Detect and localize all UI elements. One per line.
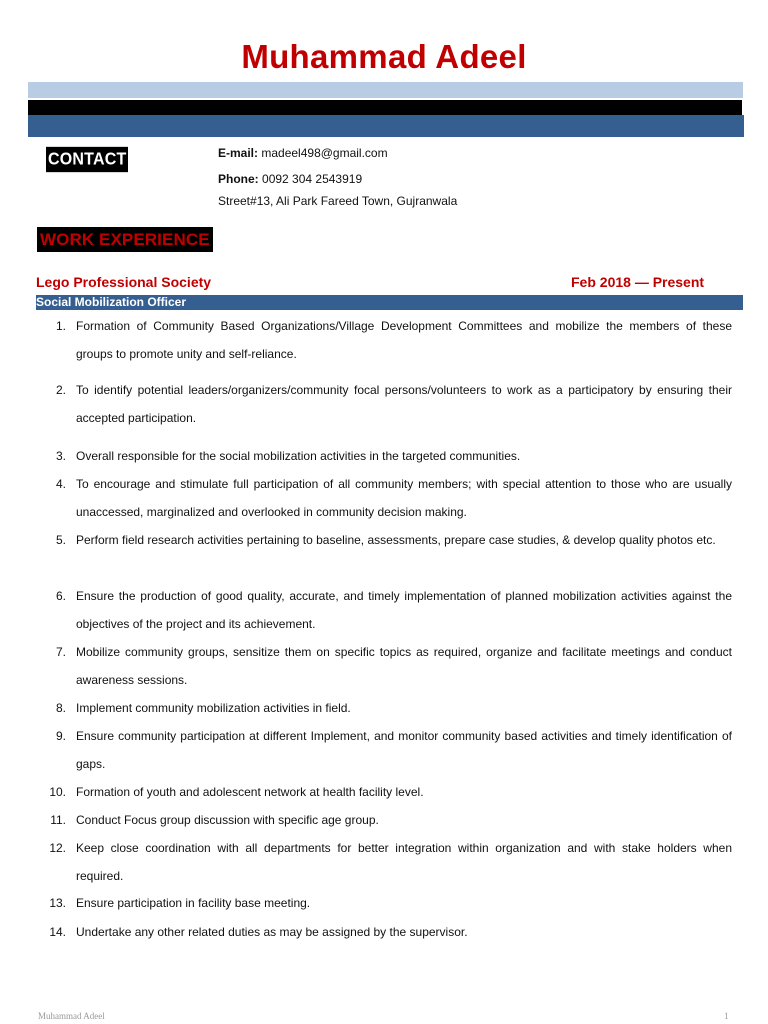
header-band-light	[28, 82, 743, 98]
list-number: 5.	[55, 533, 66, 547]
phone-value: 0092 304 2543919	[262, 172, 363, 186]
list-text: Undertake any other related duties as may be assigned by the supervisor.	[76, 925, 468, 939]
list-text: Conduct Focus group discussion with specific age group.	[76, 813, 379, 827]
footer-name: Muhammad Adeel	[38, 1011, 105, 1021]
list-number: 11.	[50, 813, 66, 827]
list-text: Formation of Community Based Organizations/Village Development Committees and mobilize the members of these groups to promote unity and self-reliance.	[76, 319, 732, 361]
list-text: Perform field research activities pertaining to baseline, assessments, prepare case studies, & develop quality photos etc.	[76, 533, 716, 547]
list-number: 13.	[49, 896, 66, 910]
email-label: E-mail:	[218, 146, 259, 160]
email-value[interactable]: madeel498@gmail.com	[261, 146, 388, 160]
list-number: 7.	[55, 645, 66, 659]
list-number: 9.	[55, 729, 66, 743]
list-text: Ensure the production of good quality, accurate, and timely implementation of planned mobilization activities against the objectives of the project and its achievement.	[76, 589, 732, 631]
contact-heading: CONTACT	[46, 147, 128, 172]
list-number: 4.	[55, 477, 66, 491]
list-text: Keep close coordination with all departments for better integration within organization and with stake holders when required.	[76, 841, 732, 883]
list-text: Implement community mobilization activities in field.	[76, 701, 351, 715]
list-number: 3.	[55, 449, 66, 463]
list-number: 10.	[49, 785, 66, 799]
list-text: Ensure community participation at different Implement, and monitor community based activities and timely identification of gaps.	[76, 729, 732, 771]
work-experience-heading: WORK EXPERIENCE	[37, 227, 213, 252]
list-text: Overall responsible for the social mobilization activities in the targeted communities.	[76, 449, 521, 463]
list-text: Ensure participation in facility base meeting.	[76, 896, 311, 910]
list-number: 1.	[55, 319, 66, 333]
job-title-bar	[36, 295, 743, 310]
list-text: Mobilize community groups, sensitize them on specific topics as required, organize and facilitate meetings and conduct awareness sessions.	[76, 645, 732, 687]
header-band-blue	[28, 115, 744, 137]
header-band-black	[28, 100, 742, 115]
job-title: Social Mobilization Officer	[36, 295, 187, 309]
page-number: 1	[724, 1011, 729, 1021]
list-text: To encourage and stimulate full participation of all community members; with special attention to those who are usually unaccessed, marginalized and overlooked in community decision making.	[76, 477, 732, 519]
list-number: 12.	[49, 841, 66, 855]
list-number: 2.	[55, 383, 66, 397]
resume-name: Muhammad Adeel	[241, 38, 527, 75]
list-number: 8.	[55, 701, 66, 715]
address-line: Street#13, Ali Park Fareed Town, Gujranwala	[218, 194, 458, 208]
list-text: To identify potential leaders/organizers/community focal persons/volunteers to work as a participatory by ensuring their accepted participation.	[76, 383, 732, 425]
organization-name: Lego Professional Society	[36, 274, 212, 290]
list-number: 6.	[55, 589, 66, 603]
list-number: 14.	[49, 925, 66, 939]
employment-dates: Feb 2018 — Present	[571, 274, 705, 290]
phone-label: Phone:	[218, 172, 259, 186]
list-text: Formation of youth and adolescent network at health facility level.	[76, 785, 424, 799]
phone-line	[218, 172, 362, 186]
email-line	[218, 146, 388, 160]
